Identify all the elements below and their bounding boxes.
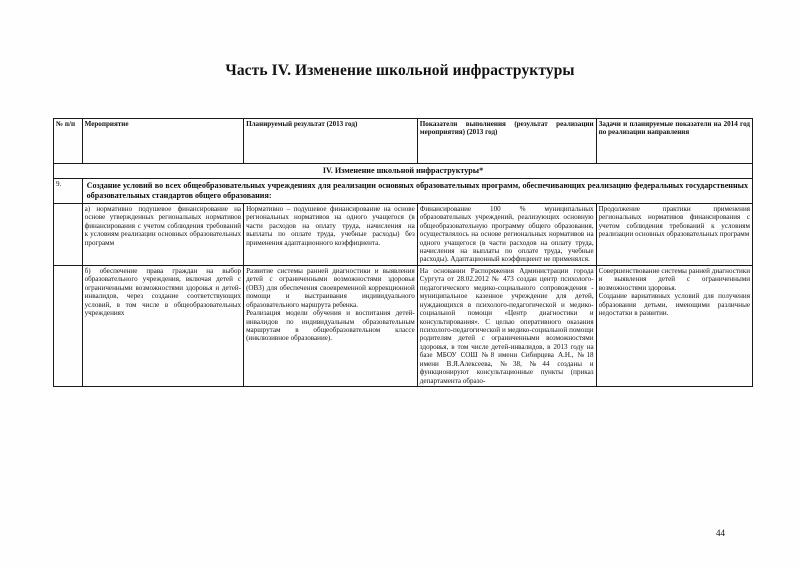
row-activity: а) нормативно подушевое финансирование на основе утвержденных региональных нормативов финансирования с учетом соблюдения требований к условиям реализации основных образовательных программ [82, 203, 243, 265]
row-indicators: Финансирование 100 % муниципальных образовательных учреждений, реализующих основную общеобразовательную программу общего образования, осуществлялось на основе региональных нормативов на одного учащегося (в части расходов на оплату труда, начисления на выплаты по оплате труда, учебные расходы). Адаптационный коэффициент не применялся. [417, 203, 596, 265]
table-row [54, 265, 753, 386]
table-body [54, 164, 753, 387]
column-header-number: № п/п [54, 119, 83, 164]
section-title: IV. Изменение школьной инфраструктуры* [54, 164, 753, 179]
planned-result-paragraph-1: Развитие системы ранней диагностики и выявления детей с ограниченными возможностями здоровья (ОВЗ) для обеспечения своевременной коррекционной помощи и выстраивания индивидуального образовательного маршрута ребенка. [246, 266, 415, 309]
row-activity: б) обеспечение права граждан на выбор образовательного учреждения, включая детей с ограниченными возможностями здоровья и детей-инвалидов, через создание соответствующих условий, в том числе в общеобразовательных учреждениях [82, 265, 243, 386]
infrastructure-table [53, 118, 753, 387]
row-tasks: Продолжение практики применения региональных нормативов финансирования с учетом соблюдения требований к условиям реализации основных образовательных программ [596, 203, 752, 265]
row-planned-result [244, 265, 418, 386]
column-header-indicators: Показатели выполнения (результат реализации мероприятия) (2013 год) [417, 119, 596, 164]
group-row-9 [54, 178, 753, 203]
planned-result-paragraph-2: Реализация модели обучения и воспитания детей-инвалидов по индивидуальным образовательным маршрутам в общеобразовательном классе (инклюзивное образование). [246, 309, 415, 343]
row-planned-result: Нормативно – подушевое финансирование на основе региональных нормативов на одного учащегося (в части расходов на оплату труда, начисления на выплаты по оплате труда, учебные расходы) без применения адаптационного коэффициента. [244, 203, 418, 265]
table-header [54, 119, 753, 164]
section-title-row [54, 164, 753, 179]
tasks-paragraph-1: Совершенствование системы ранней диагностики и выявления детей с ограниченными возможностями здоровья. [598, 266, 750, 292]
table-row [54, 203, 753, 265]
group-number: 9. [54, 178, 83, 203]
page-title: Часть IV. Изменение школьной инфраструктуры [225, 62, 575, 79]
tasks-paragraph-2: Создание вариативных условий для получения образования детьми, имеющими различные недостатки в развитии. [598, 292, 750, 318]
row-number [54, 203, 83, 265]
column-header-tasks: Задачи и планируемые показатели на 2014 год по реализации направления [596, 119, 752, 164]
row-tasks [596, 265, 752, 386]
row-number [54, 265, 83, 386]
column-header-activity: Мероприятие [82, 119, 243, 164]
column-header-planned-result: Планируемый результат (2013 год) [244, 119, 418, 164]
table-header-row [54, 119, 753, 164]
row-indicators: На основании Распоряжения Администрации города Сургута от 28.02.2012 № 473 создан центр психолого-педагогического медико-социального сопровождения - муниципальное казенное учреждение для детей, нуждающихся в психолого-педагогической и медико-социальной помощи «Центр диагностики и консультирования». С целью оперативного оказания психолого-педагогической и медико-социальной помощи родителям детей с ограниченными возможностями здоровья, в том числе детей-инвалидов, в 2013 году на базе МБОУ СОШ №8 имени Сибирцева А.Н., №18 имени В.Я.Алексеева, №38, №44 созданы и функционируют консультационные пункты (приказ департамента образо- [417, 265, 596, 386]
group-description: Создание условий во всех общеобразовательных учреждениях для реализации основных образовательных программ, обеспечивающих реализацию федеральных государственных образовательных стандартов общего образования: [82, 178, 752, 203]
page-number: 44 [716, 528, 725, 538]
